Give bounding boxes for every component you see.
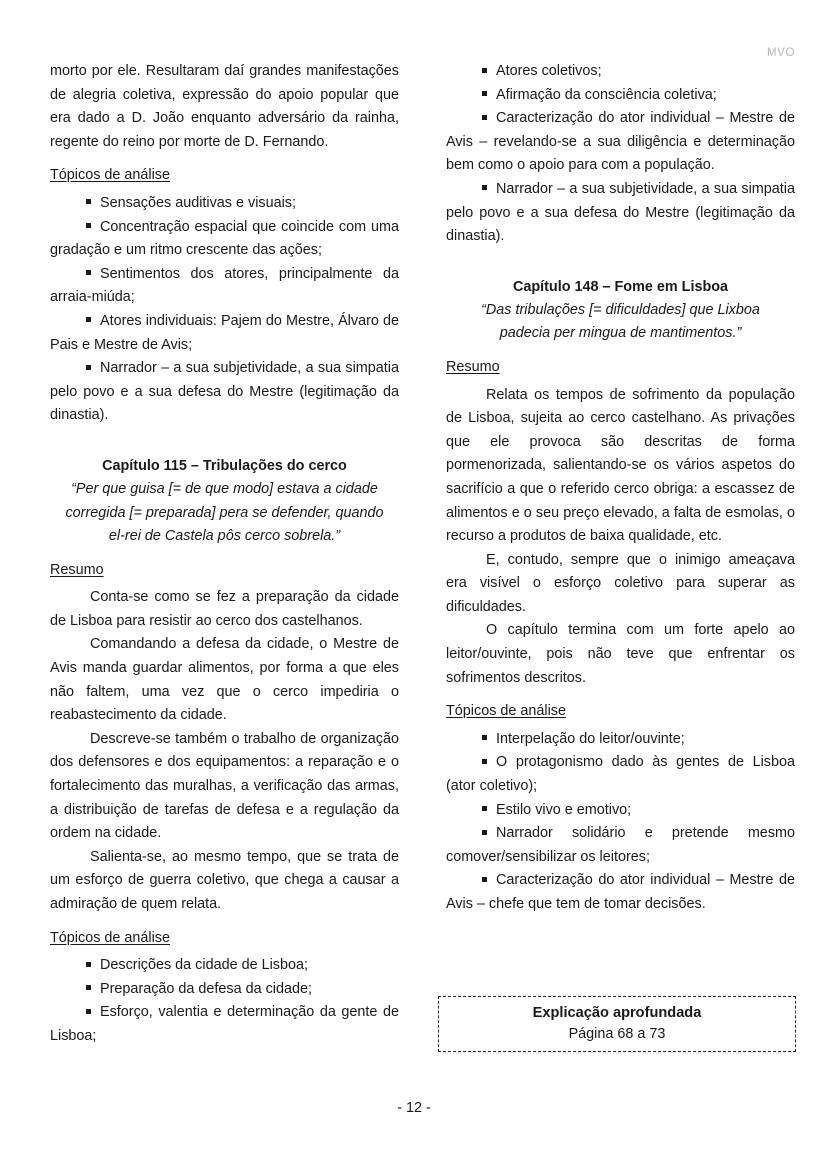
list-item-text: Caracterização do ator individual – Mestre de Avis – chefe que tem de tomar decisões.	[446, 872, 795, 912]
summary-paragraph: Relata os tempos de sofrimento da população de Lisboa, sujeita ao cerco castelhano. As privações que ele provoca são descritas de forma pormenorizada, salientando-se os vários aspetos do sacrifício a que o referido cerco obriga: a escassez de alimentos e o seu preço elevado, a falta de esmolas, o recurso a produtos de baixa qualidade, etc.	[446, 386, 795, 545]
running-header: MVO	[767, 47, 795, 59]
list-item	[446, 84, 795, 108]
list-item-text: Esforço, valentia e determinação da gente de Lisboa;	[50, 1004, 399, 1044]
list-item-text: Descrições da cidade de Lisboa;	[100, 957, 308, 974]
square-bullet-icon	[86, 270, 91, 275]
square-bullet-icon	[86, 317, 91, 322]
square-bullet-icon	[482, 830, 487, 835]
topics-list-left-top	[50, 192, 399, 428]
chapter-115-quote-line: el-rei de Castela pôs cerco sobrela.”	[108, 528, 341, 545]
topics-label: Tópicos de análise	[50, 167, 170, 184]
list-item-text: Narrador solidário e pretende mesmo comover/sensibilizar os leitores;	[446, 825, 795, 865]
explicacao-aprofundada-callout	[438, 996, 796, 1052]
callout-title: Explicação aprofundada	[532, 1005, 702, 1021]
square-bullet-icon	[482, 877, 487, 882]
chapter-115-block	[50, 454, 399, 549]
square-bullet-icon	[86, 962, 91, 967]
callout-subtitle: Página 68 a 73	[568, 1026, 666, 1042]
summary-label: Resumo	[446, 358, 500, 375]
chapter-115-quote-line: “Per que guisa [= de que modo] estava a cidade	[71, 480, 378, 497]
list-item-text: Estilo vivo e emotivo;	[496, 801, 632, 818]
list-item-text: Sentimentos dos atores, principalmente da arraia-miúda;	[50, 265, 399, 306]
square-bullet-icon	[482, 806, 487, 811]
topics-list-left-bottom	[50, 954, 399, 1048]
list-item	[446, 869, 795, 916]
list-item-text: Interpelação do leitor/ouvinte;	[496, 730, 685, 747]
list-item	[50, 954, 399, 978]
topics-label: Tópicos de análise	[50, 929, 170, 946]
summary-paragraph: O capítulo termina com um forte apelo ao leitor/ouvinte, pois não teve que enfrentar os sofrimentos descritos.	[446, 622, 795, 686]
right-column	[446, 60, 795, 917]
square-bullet-icon	[86, 365, 91, 370]
summary-paragraph: Salienta-se, ao mesmo tempo, que se trata de um esforço de guerra coletivo, que chega a causar a admiração de quem relata.	[50, 848, 399, 912]
summary-paragraph: Conta-se como se fez a preparação da cidade de Lisboa para resistir ao cerco dos castelhanos.	[50, 589, 399, 629]
topics-label-wrap	[50, 917, 399, 955]
list-item	[446, 822, 795, 869]
list-item	[446, 178, 795, 249]
chapter-148-quote-line: padecia per mingua de mantimentos.”	[499, 325, 742, 342]
list-item	[446, 60, 795, 84]
summary-label: Resumo	[50, 561, 104, 578]
list-item	[50, 1001, 399, 1048]
topics-list-right-top	[446, 60, 795, 249]
chapter-115-quote-line: corregida [= preparada] pera se defender, quando	[65, 504, 384, 521]
square-bullet-icon	[86, 1009, 91, 1014]
square-bullet-icon	[482, 68, 487, 73]
chapter-148-title: Capítulo 148 – Fome em Lisboa	[512, 278, 729, 295]
topics-list-right-bottom	[446, 728, 795, 917]
list-item-text: Preparação da defesa da cidade;	[100, 980, 313, 997]
list-item	[446, 751, 795, 798]
continued-paragraph: morto por ele. Resultaram daí grandes manifestações de alegria coletiva, expressão do apoio popular que era dado a D. João enquanto adversário da rainha, regente do reino por morte de D. Fernando.	[50, 63, 399, 150]
chapter-148-block	[446, 275, 795, 346]
list-item	[50, 192, 399, 216]
summary-paragraph: E, contudo, sempre que o inimigo ameaçava era visível o esforço coletivo para superar as dificuldades.	[446, 551, 795, 615]
square-bullet-icon	[482, 759, 487, 764]
square-bullet-icon	[482, 115, 487, 120]
square-bullet-icon	[86, 223, 91, 228]
list-item-text: Atores individuais: Pajem do Mestre, Álvaro de Pais e Mestre de Avis;	[50, 312, 399, 353]
square-bullet-icon	[86, 199, 91, 204]
list-item	[446, 107, 795, 178]
square-bullet-icon	[482, 185, 487, 190]
chapter-115-title: Capítulo 115 – Tribulações do cerco	[102, 457, 347, 474]
list-item	[50, 357, 399, 428]
summary-paragraph: Comandando a defesa da cidade, o Mestre de Avis manda guardar alimentos, por forma a que eles não faltem, uma vez que o cerco impediria o reabastecimento da cidade.	[50, 636, 399, 724]
list-item	[50, 263, 399, 310]
summary-paragraph: Descreve-se também o trabalho de organização dos defensores e dos equipamentos: a reparação e o fortalecimento das muralhas, a verificação das armas, a distribuição de tarefas de defesa e a regulação da ordem na cidade.	[50, 730, 399, 842]
list-item-text: O protagonismo dado às gentes de Lisboa (ator coletivo);	[446, 754, 795, 795]
list-item	[446, 728, 795, 752]
list-item-text: Afirmação da consciência coletiva;	[496, 86, 717, 103]
two-column-body	[50, 60, 795, 1049]
topics-label-wrap	[50, 154, 399, 192]
chapter-148-quote-line: “Das tribulações [= dificuldades] que Lixboa	[481, 301, 760, 318]
left-column	[50, 60, 399, 1049]
square-bullet-icon	[482, 735, 487, 740]
list-item-text: Sensações auditivas e visuais;	[100, 194, 296, 211]
list-item-text: Caracterização do ator individual – Mestre de Avis – revelando-se a sua diligência e determinação bem como o apoio para com a população.	[446, 110, 795, 174]
list-item	[50, 978, 399, 1002]
list-item-text: Concentração espacial que coincide com uma gradação e um ritmo crescente das ações;	[50, 218, 399, 259]
list-item	[50, 216, 399, 263]
square-bullet-icon	[86, 985, 91, 990]
list-item	[50, 310, 399, 357]
square-bullet-icon	[482, 91, 487, 96]
summary-label-wrap	[446, 346, 795, 384]
list-item-text: Narrador – a sua subjetividade, a sua simpatia pelo povo e a sua defesa do Mestre (legitimação da dinastia).	[50, 360, 399, 424]
summary-label-wrap	[50, 549, 399, 587]
topics-label: Tópicos de análise	[446, 703, 566, 720]
topics-label-wrap	[446, 690, 795, 728]
list-item	[446, 799, 795, 823]
page-footer: - 12 -	[397, 1100, 431, 1116]
list-item-text: Narrador – a sua subjetividade, a sua simpatia pelo povo e a sua defesa do Mestre (legitimação da dinastia).	[446, 180, 795, 245]
list-item-text: Atores coletivos;	[496, 63, 602, 79]
